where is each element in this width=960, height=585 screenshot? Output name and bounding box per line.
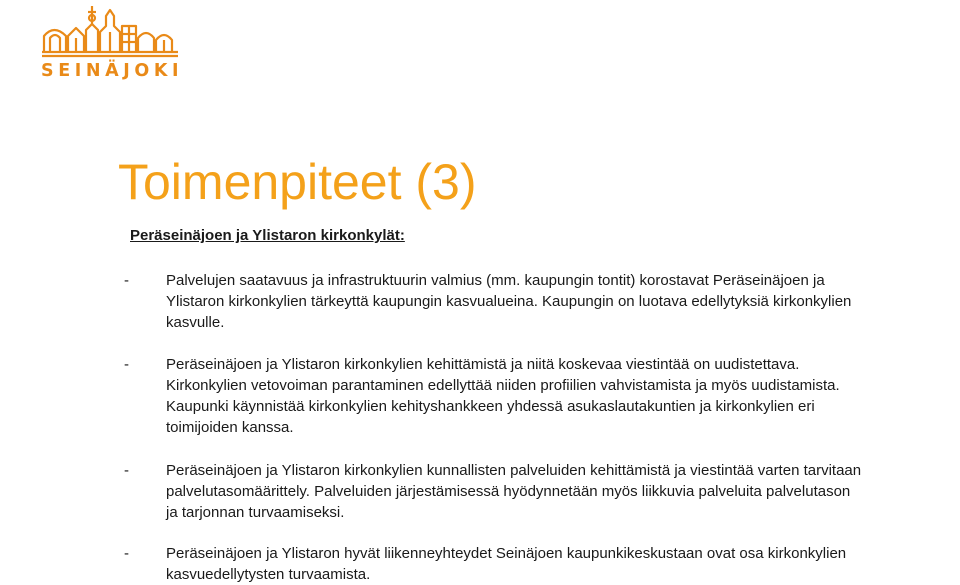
bullet-item [124,354,914,438]
bullet-line: Peräseinäjoen ja Ylistaron kirkonkylien kehittämistä ja niitä koskevaa viestintää on uudistettava. [166,356,800,373]
bullet-text [166,354,914,438]
bullet-line: Peräseinäjoen ja Ylistaron hyvät liikenneyhteydet Seinäjoen kaupunkikeskustaan ovat osa kirkonkylien [166,545,847,562]
bullet-marker: - [124,545,129,562]
bullet-marker: - [124,356,129,373]
city-skyline-logo-icon [40,2,180,58]
bullet-text [166,270,914,333]
bullet-item [124,460,914,523]
bullet-text [166,460,914,523]
bullet-line: Peräseinäjoen ja Ylistaron kirkonkylien kunnallisten palveluiden kehittämistä ja viestintää varten tarvitaan [166,462,862,479]
bullet-marker: - [124,272,129,289]
bullet-text [166,543,914,585]
bullet-line: kasvuedellytysten turvaamista. [166,566,371,583]
bullet-item [124,543,914,585]
bullet-line: Kaupunki käynnistää kirkonkylien kehityshankkeen yhdessä asukaslautakuntien ja kirkonkylien eri [166,398,815,415]
bullet-line: palvelutasomäärittely. Palveluiden järjestämisessä hyödynnetään myös liikkuvia palveluita palvelutason [166,483,851,500]
bullet-line: ja tarjonnan turvaamiseksi. [166,504,345,521]
bullet-line: Ylistaron kirkonkylien tärkeyttä kaupungin kasvualueina. Kaupungin on luotava edellytyksiä kirkonkylien [166,293,852,310]
bullet-item [124,270,914,333]
bullet-line: Kirkonkylien vetovoiman parantaminen edellyttää niiden profiilien vahvistamista ja myös uudistamista. [166,377,840,394]
bullet-line: kasvulle. [166,314,225,331]
section-subtitle: Peräseinäjoen ja Ylistaron kirkonkylät: [130,227,405,244]
seinajoki-logo [40,2,184,84]
bullet-line: toimijoiden kanssa. [166,419,294,436]
slide-title: Toimenpiteet (3) [118,154,477,210]
bullet-line: Palvelujen saatavuus ja infrastruktuurin valmius (mm. kaupungin tontit) korostavat Peräseinäjoen ja [166,272,825,289]
bullet-marker: - [124,462,129,479]
logo-wordmark: SEINÄJOKI [41,61,184,81]
